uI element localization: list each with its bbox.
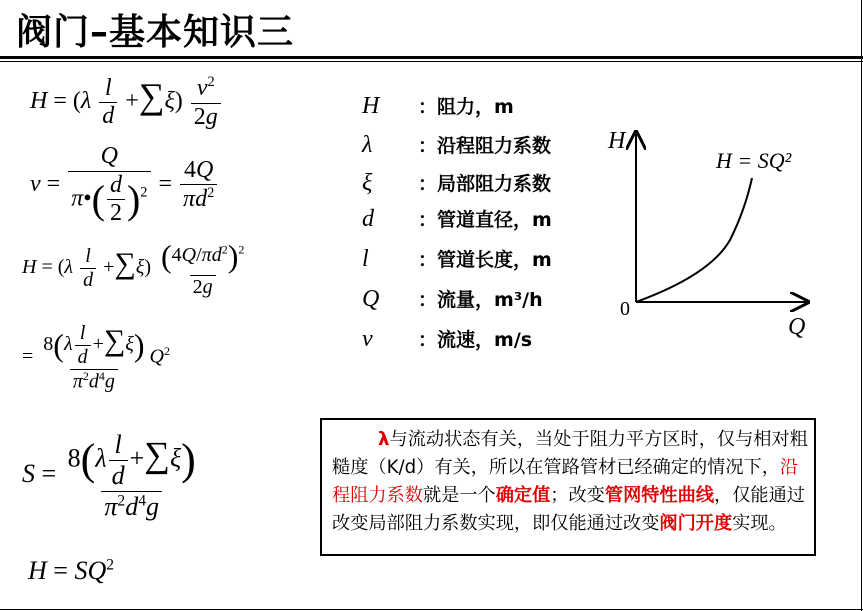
legend-symbol: λ bbox=[362, 132, 373, 158]
legend-text: 沿程阻力系数 bbox=[437, 135, 552, 157]
legend-text: 局部阻力系数 bbox=[437, 173, 552, 195]
note-highlight-curve: 管网特性曲线 bbox=[604, 485, 715, 506]
legend-symbol: H bbox=[362, 93, 380, 119]
note-highlight-valve: 阀门开度 bbox=[659, 513, 733, 534]
page-title: 阀门–基本知识三 bbox=[16, 12, 295, 53]
formula-head-loss: H = (λ $\frac{l}{d}$ +∑ξ) $\frac{v^2}{2g}$ bbox=[30, 74, 223, 131]
formula-velocity: v = Q π•( $\frac{d}{2}$ )$^2$ = $\frac{4Q}{\pi d^2}$ bbox=[30, 143, 219, 228]
y-axis-label: H bbox=[608, 128, 626, 154]
legend-text: 流量，m³/h bbox=[437, 289, 543, 311]
frame-bottom bbox=[0, 609, 863, 610]
formula-head-loss-expanded: = 8(λ $\frac{l}{d}$ +∑ξ) $\pi^2d^4g$ $Q^2$ bbox=[22, 322, 170, 393]
origin-label: 0 bbox=[620, 298, 630, 320]
frame-right bbox=[861, 0, 862, 611]
formula-head-loss-substituted: H = (λ $\frac{l}{d}$ +∑ξ) $\frac{(4Q/\pi d^2)^2}{2g}$ bbox=[22, 238, 245, 298]
characteristic-curve bbox=[636, 178, 752, 302]
legend-text: 流速，m/s bbox=[437, 329, 533, 351]
formula-resistance-coefficient: S = 8(λ $\frac{l}{d}$ +∑ξ) $\pi^2d^4g$ bbox=[22, 430, 196, 521]
note-box: λ与流动状态有关，当处于阻力平方区时，仅与相对粗糙度（K/d）有关，所以在管路管材已经确定的情况下，沿程阻力系数就是一个确定值；改变管网特性曲线，仅能通过改变局部阻力系数实现，即仅能通过改变阀门开度实现。 bbox=[320, 418, 816, 556]
x-axis-label: Q bbox=[788, 314, 806, 340]
legend-item-l: l ：管道长度，m bbox=[362, 246, 552, 272]
legend-item-lambda: λ ：沿程阻力系数 bbox=[362, 132, 552, 158]
legend-symbol: l bbox=[362, 246, 369, 272]
legend-text: 管道长度，m bbox=[437, 249, 552, 271]
note-highlight-friction: 沿程阻力系数 bbox=[332, 457, 799, 506]
title-rule-thin bbox=[0, 61, 863, 62]
note-lambda: λ bbox=[378, 429, 390, 450]
formula-characteristic: $H = SQ^2$ bbox=[28, 556, 115, 585]
legend-symbol: d bbox=[362, 206, 374, 232]
legend-text: 阻力，m bbox=[437, 96, 514, 118]
curve-label: H = SQ² bbox=[716, 148, 792, 173]
legend-symbol: v bbox=[362, 326, 373, 352]
legend-text: 管道直径，m bbox=[437, 209, 552, 231]
title-rule bbox=[0, 56, 863, 59]
legend-symbol: Q bbox=[362, 286, 380, 312]
legend-item-xi: ξ ：局部阻力系数 bbox=[362, 170, 552, 196]
legend-item-v: v ：流速，m/s bbox=[362, 326, 533, 352]
note-highlight-fixed: 确定值 bbox=[495, 485, 551, 506]
legend-item-q: Q ：流量，m³/h bbox=[362, 286, 543, 312]
legend-symbol: ξ bbox=[362, 170, 373, 196]
characteristic-curve-graph bbox=[600, 120, 840, 340]
legend-item-d: d ：管道直径，m bbox=[362, 206, 552, 232]
legend-item-h: H ：阻力，m bbox=[362, 93, 514, 119]
